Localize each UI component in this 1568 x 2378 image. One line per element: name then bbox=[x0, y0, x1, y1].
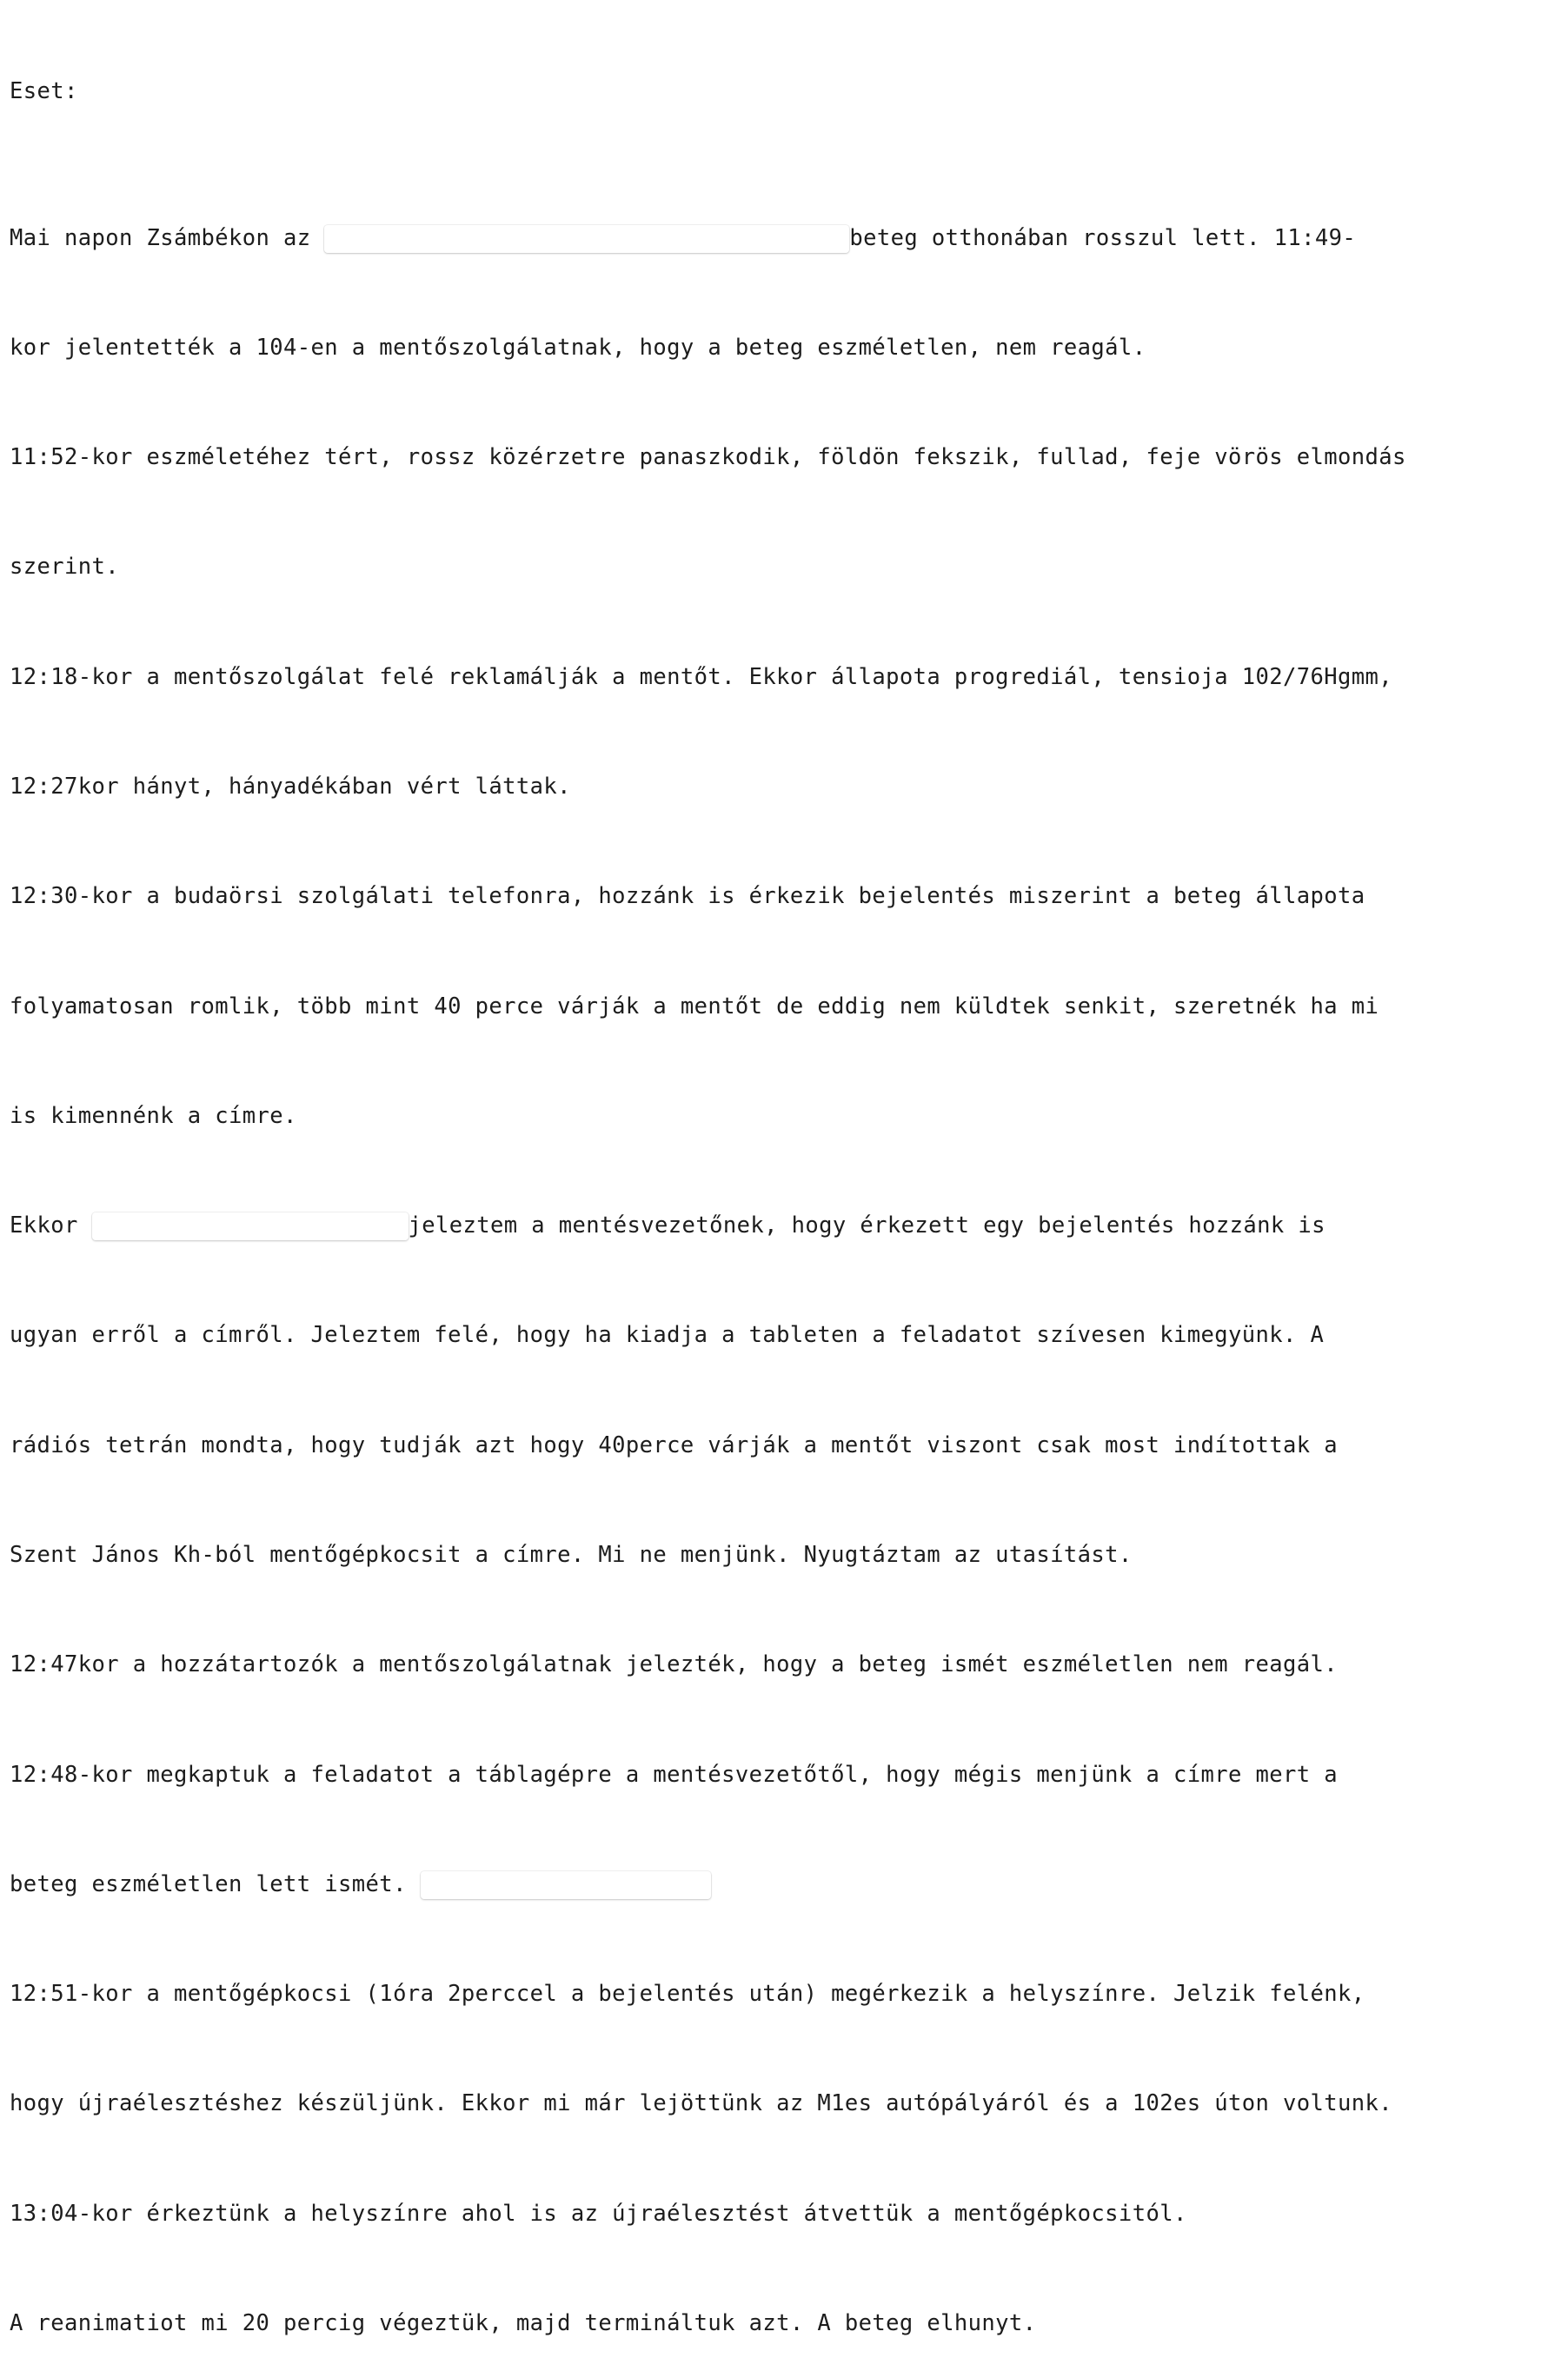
text-line-2: kor jelentették a 104-en a mentőszolgálatnak, hogy a beteg eszméletlen, nem reagál. bbox=[10, 334, 1146, 361]
text-line-3: 11:52-kor eszméletéhez tért, rossz közérzetre panaszkodik, földön fekszik, fullad, feje vörös elmondás bbox=[10, 444, 1406, 471]
text-line-7: 12:30-kor a budaörsi szolgálati telefonra, hozzánk is érkezik bejelentés miszerint a beteg állapota bbox=[10, 883, 1365, 910]
text-line-5: 12:18-kor a mentőszolgálat felé reklamálják a mentőt. Ekkor állapota progrediál, tensioja 102/76Hgmm, bbox=[10, 663, 1392, 690]
redaction-box bbox=[421, 1871, 711, 1899]
text-line-20: A reanimatiot mi 20 percig végeztük, majd termináltuk azt. A beteg elhunyt. bbox=[10, 2309, 1037, 2336]
text-segment: beteg otthonában rosszul lett. 11:49- bbox=[849, 224, 1357, 251]
text-line-11: ugyan erről a címről. Jeleztem felé, hogy ha kiadja a tableten a feladatot szívesen kimegyünk. A bbox=[10, 1322, 1325, 1349]
text-line-15: 12:48-kor megkaptuk a feladatot a táblagépre a mentésvezetőtől, hogy mégis menjünk a címre mert a bbox=[10, 1761, 1338, 1788]
document-body bbox=[10, 0, 1565, 2378]
text-line-4: szerint. bbox=[10, 554, 120, 581]
text-line-14: 12:47kor a hozzátartozók a mentőszolgálatnak jelezték, hogy a beteg ismét eszméletlen nem reagál. bbox=[10, 1651, 1338, 1678]
text-line-6: 12:27kor hányt, hányadékában vért láttak. bbox=[10, 773, 571, 800]
text-line-1 bbox=[10, 220, 1565, 256]
text-line-18: hogy újraélesztéshez készüljünk. Ekkor mi már lejöttünk az M1es autópályáról és a 102es úton voltunk. bbox=[10, 2090, 1392, 2117]
document-heading: Eset: bbox=[10, 78, 78, 105]
text-line-19: 13:04-kor érkeztünk a helyszínre ahol is az újraélesztést átvettük a mentőgépkocsitól. bbox=[10, 2200, 1187, 2227]
text-line-10 bbox=[10, 1207, 1565, 1244]
redaction-box bbox=[92, 1212, 409, 1240]
text-line-17: 12:51-kor a mentőgépkocsi (1óra 2perccel a bejelentés után) megérkezik a helyszínre. Jelzik felénk, bbox=[10, 1981, 1365, 2008]
text-segment: jeleztem a mentésvezetőnek, hogy érkezett egy bejelentés hozzánk is bbox=[408, 1212, 1325, 1239]
text-segment: Ekkor bbox=[10, 1212, 92, 1239]
text-segment: beteg eszméletlen lett ismét. bbox=[10, 1870, 421, 1897]
redaction-box bbox=[324, 225, 849, 253]
text-line-8: folyamatosan romlik, több mint 40 perce várják a mentőt de eddig nem küldtek senkit, szeretnék ha mi bbox=[10, 993, 1379, 1020]
text-line-12: rádiós tetrán mondta, hogy tudják azt hogy 40perce várják a mentőt viszont csak most indítottak a bbox=[10, 1431, 1338, 1458]
text-line-16 bbox=[10, 1866, 1565, 1903]
text-line-13: Szent János Kh-ból mentőgépkocsit a címre. Mi ne menjünk. Nyugtáztam az utasítást. bbox=[10, 1541, 1133, 1568]
text-line-9: is kimennénk a címre. bbox=[10, 1102, 297, 1129]
text-segment: Mai napon Zsámbékon az bbox=[10, 224, 325, 251]
